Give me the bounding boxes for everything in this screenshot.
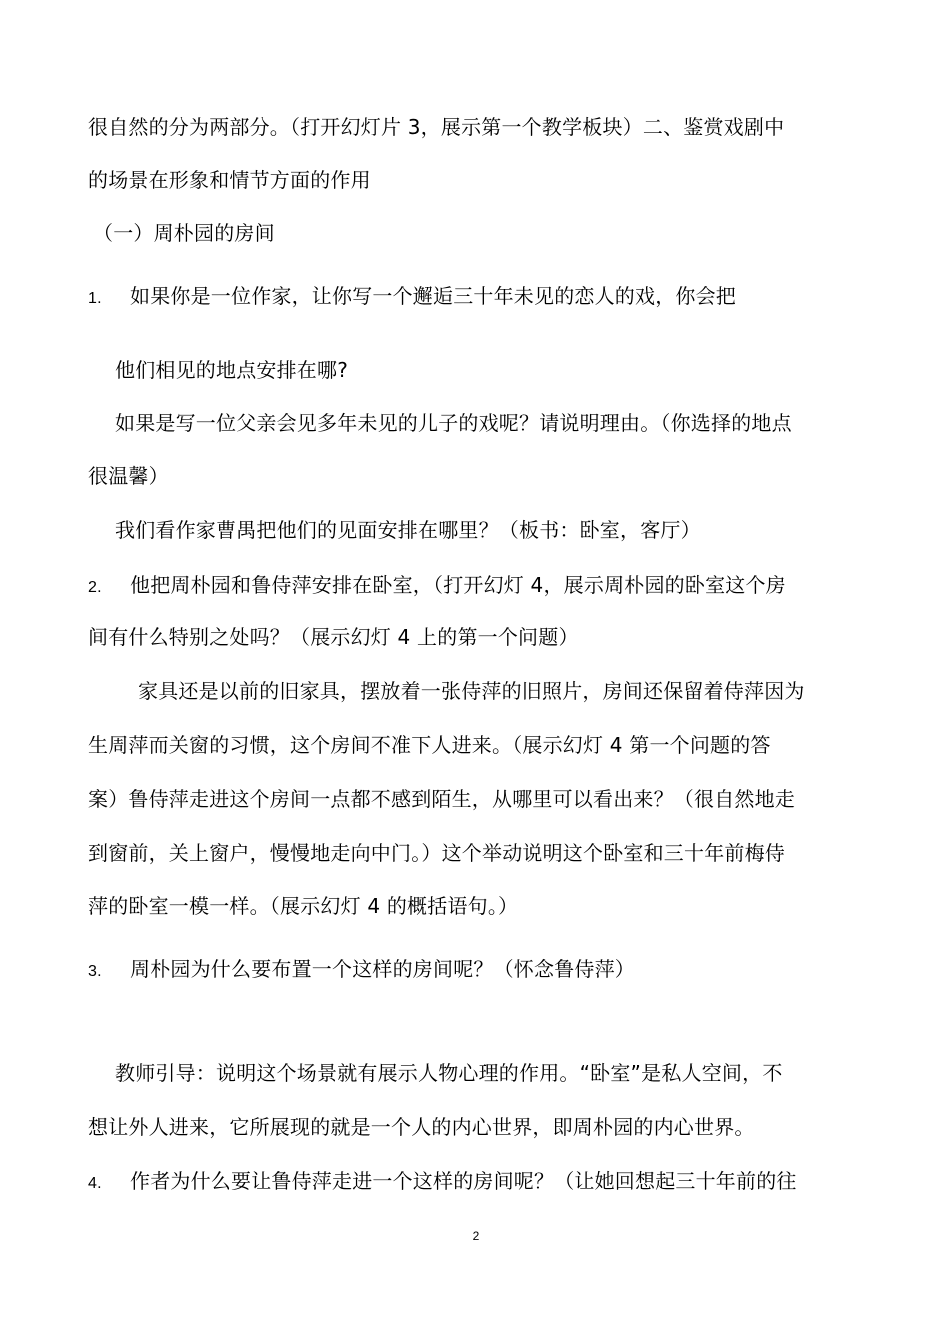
item-number: 4. [88, 1175, 102, 1192]
paragraph-line: 如果是写一位父亲会见多年未见的儿子的戏呢？请说明理由。（你选择的地点 [115, 411, 792, 435]
paragraph-line: 很自然的分为两部分。（打开幻灯片 3，展示第一个教学板块）二、鉴赏戏剧中 [88, 115, 785, 139]
paragraph-line: 到窗前，关上窗户，慢慢地走向中门。）这个举动说明这个卧室和三十年前梅侍 [88, 841, 785, 865]
item-text: 他把周朴园和鲁侍萍安排在卧室，（打开幻灯 4，展示周朴园的卧室这个房 [130, 573, 786, 597]
page-number: 2 [472, 1229, 480, 1243]
numbered-item-4 [88, 1168, 797, 1197]
paragraph-line: 我们看作家曹禺把他们的见面安排在哪里？（板书：卧室，客厅） [115, 518, 701, 542]
paragraph-line: 教师引导：说明这个场景就有展示人物心理的作用。“卧室”是私人空间，不 [115, 1061, 783, 1085]
numbered-item-2 [88, 572, 786, 601]
paragraph-line: 萍的卧室一模一样。（展示幻灯 4 的概括语句。） [88, 894, 519, 918]
item-number: 1. [88, 290, 102, 307]
paragraph-line: 的场景在形象和情节方面的作用 [88, 168, 371, 192]
item-text: 如果你是一位作家，让你写一个邂逅三十年未见的恋人的戏，你会把 [130, 284, 736, 308]
item-text: 周朴园为什么要布置一个这样的房间呢？（怀念鲁侍萍） [130, 957, 635, 981]
item-number: 3. [88, 963, 102, 980]
numbered-item-1 [88, 283, 736, 312]
item-text: 作者为什么要让鲁侍萍走进一个这样的房间呢？（让她回想起三十年前的往 [130, 1169, 797, 1193]
paragraph-line: 他们相见的地点安排在哪? [115, 358, 349, 382]
numbered-item-3 [88, 956, 635, 985]
section-heading: （一）周朴园的房间 [93, 221, 275, 245]
item-number: 2. [88, 579, 102, 596]
paragraph-line: 案）鲁侍萍走进这个房间一点都不感到陌生，从哪里可以看出来？（很自然地走 [88, 787, 795, 811]
paragraph-line: 家具还是以前的旧家具，摆放着一张侍萍的旧照片，房间还保留着侍萍因为 [138, 679, 805, 703]
paragraph-line: 间有什么特别之处吗？（展示幻灯 4 上的第一个问题） [88, 625, 579, 649]
paragraph-line: 很温馨） [88, 464, 169, 488]
paragraph-line: 想让外人进来，它所展现的就是一个人的内心世界，即周朴园的内心世界。 [88, 1115, 755, 1139]
paragraph-line: 生周萍而关窗的习惯，这个房间不准下人进来。（展示幻灯 4 第一个问题的答 [88, 733, 771, 757]
